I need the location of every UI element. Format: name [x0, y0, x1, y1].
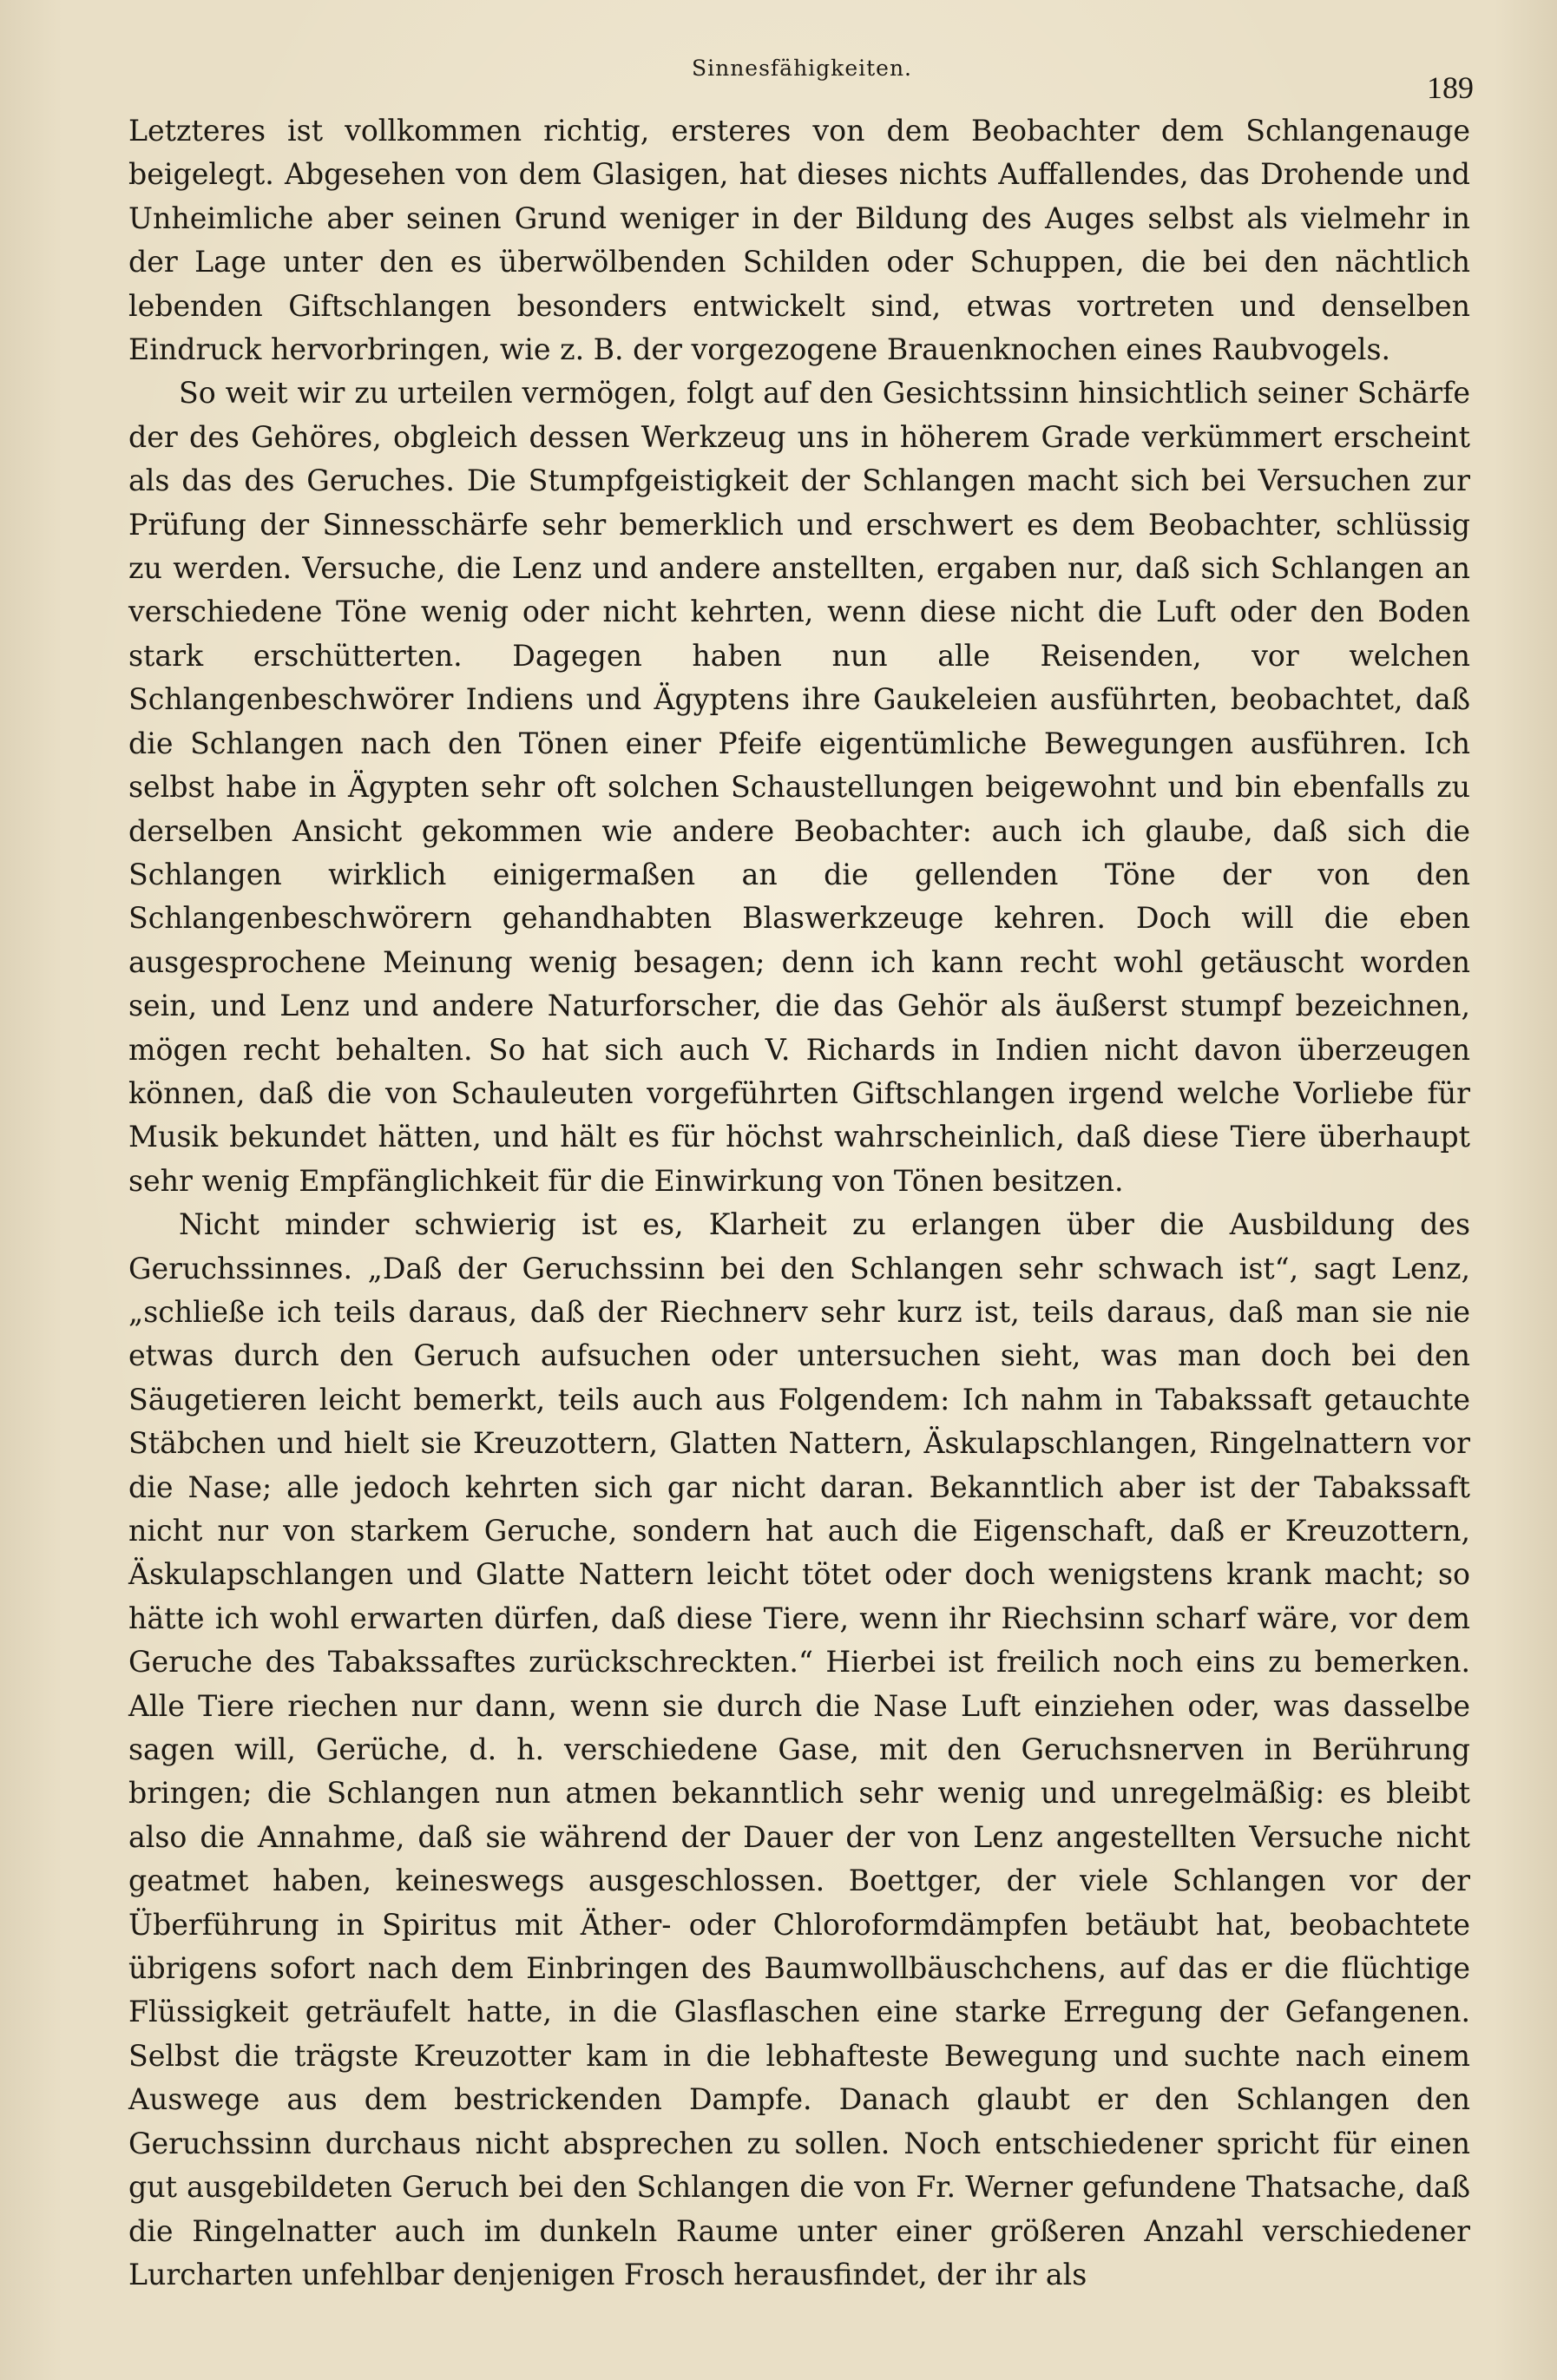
page-number: 189 — [1427, 70, 1474, 105]
running-head: Sinnesfähigkeiten. — [691, 56, 913, 81]
paragraph-1: Letzteres ist vollkommen richtig, ersteres von dem Beobachter dem Schlangenauge beigelegt. Abgesehen von dem Glasigen, hat dieses nichts Auffallendes, das Drohende und Unheimliche aber seinen Grund weniger in der Bildung des Auges selbst als vielmehr in der Lage unter den es überwölbenden Schilden oder Schuppen, die bei den nächtlich lebenden Giftschlangen besonders entwickelt sind, etwas vortreten und denselben Eindruck hervorbringen, wie z. B. der vorgezogene Brauenknochen eines Raubvogels. — [128, 114, 1470, 367]
body-text — [128, 109, 1470, 2345]
paragraph-3: Nicht minder schwierig ist es, Klarheit zu erlangen über die Ausbildung des Geruchssinnes. „Daß der Geruchssinn bei den Schlangen sehr schwach ist“, sagt Lenz, „schließe ich teils daraus, daß der Riechnerv sehr kurz ist, teils daraus, daß man sie nie etwas durch den Geruch aufsuchen oder untersuchen sieht, was man doch bei den Säugetieren leicht bemerkt, teils auch aus Folgendem: Ich nahm in Tabakssaft getauchte Stäbchen und hielt sie Kreuzottern, Glatten Nattern, Äskulapschlangen, Ringelnattern vor die Nase; alle jedoch kehrten sich gar nicht daran. Bekanntlich aber ist der Tabakssaft nicht nur von starkem Geruche, sondern hat auch die Eigenschaft, daß er Kreuzottern, Äskulapschlangen und Glatte Nattern leicht tötet oder doch wenigstens krank macht; so hätte ich wohl erwarten dürfen, daß diese Tiere, wenn ihr Riechsinn scharf wäre, vor dem Geruche des Tabakssaftes zurückschreckten.“ Hierbei ist freilich noch eins zu bemerken. Alle Tiere riechen nur dann, wenn sie durch die Nase Luft einziehen oder, was dasselbe sagen will, Gerüche, d. h. verschiedene Gase, mit den Geruchsnerven in Berührung bringen; die Schlangen nun atmen bekanntlich sehr wenig und unregelmäßig: es bleibt also die Annahme, daß sie während der Dauer der von Lenz angestellten Versuche nicht geatmet haben, keineswegs ausgeschlossen. Boettger, der viele Schlangen vor der Überführung in Spiritus mit Äther- oder Chloroformdämpfen betäubt hat, beobachtete übrigens sofort nach dem Einbringen des Baumwollbäuschchens, auf das er die flüchtige Flüssigkeit geträufelt hatte, in die Glasflaschen eine starke Erregung der Gefangenen. Selbst die trägste Kreuzotter kam in die lebhafteste Bewegung und suchte nach einem Auswege aus dem bestrickenden Dampfe. Danach glaubt er den Schlangen den Geruchssinn durchaus nicht absprechen zu sollen. Noch entschiedener spricht für einen gut ausgebildeten Geruch bei den Schlangen die von Fr. Werner gefundene Thatsache, daß die Ringelnatter auch im dunkeln Raume unter einer größeren Anzahl verschiedener Lurcharten unfehlbar denjenigen Frosch herausfindet, der ihr als — [128, 1207, 1470, 2291]
page-header — [130, 50, 1474, 105]
paragraph-2: So weit wir zu urteilen vermögen, folgt auf den Gesichtssinn hinsichtlich seiner Schärfe der des Gehöres, obgleich dessen Werkzeug uns in höherem Grade verkümmert erscheint als das des Geruches. Die Stumpfgeistigkeit der Schlangen macht sich bei Versuchen zur Prüfung der Sinnesschärfe sehr bemerklich und erschwert es dem Beobachter, schlüssig zu werden. Versuche, die Lenz und andere anstellten, ergaben nur, daß sich Schlangen an verschiedene Töne wenig oder nicht kehrten, wenn diese nicht die Luft oder den Boden stark erschütterten. Dagegen haben nun alle Reisenden, vor welchen Schlangenbeschwörer Indiens und Ägyptens ihre Gaukeleien ausführten, beobachtet, daß die Schlangen nach den Tönen einer Pfeife eigentümliche Bewegungen ausführen. Ich selbst habe in Ägypten sehr oft solchen Schaustellungen beigewohnt und bin ebenfalls zu derselben Ansicht gekommen wie andere Beobachter: auch ich glaube, daß sich die Schlangen wirklich einigermaßen an die gellenden Töne der von den Schlangenbeschwörern gehandhabten Blaswerkzeuge kehren. Doch will die eben ausgesprochene Meinung wenig besagen; denn ich kann recht wohl getäuscht worden sein, und Lenz und andere Naturforscher, die das Gehör als äußerst stumpf bezeichnen, mögen recht behalten. So hat sich auch V. Richards in Indien nicht davon überzeugen können, daß die von Schauleuten vorgeführten Giftschlangen irgend welche Vorliebe für Musik bekundet hätten, und hält es für höchst wahrscheinlich, daß diese Tiere überhaupt sehr wenig Empfänglichkeit für die Einwirkung von Tönen besitzen. — [128, 376, 1470, 1198]
